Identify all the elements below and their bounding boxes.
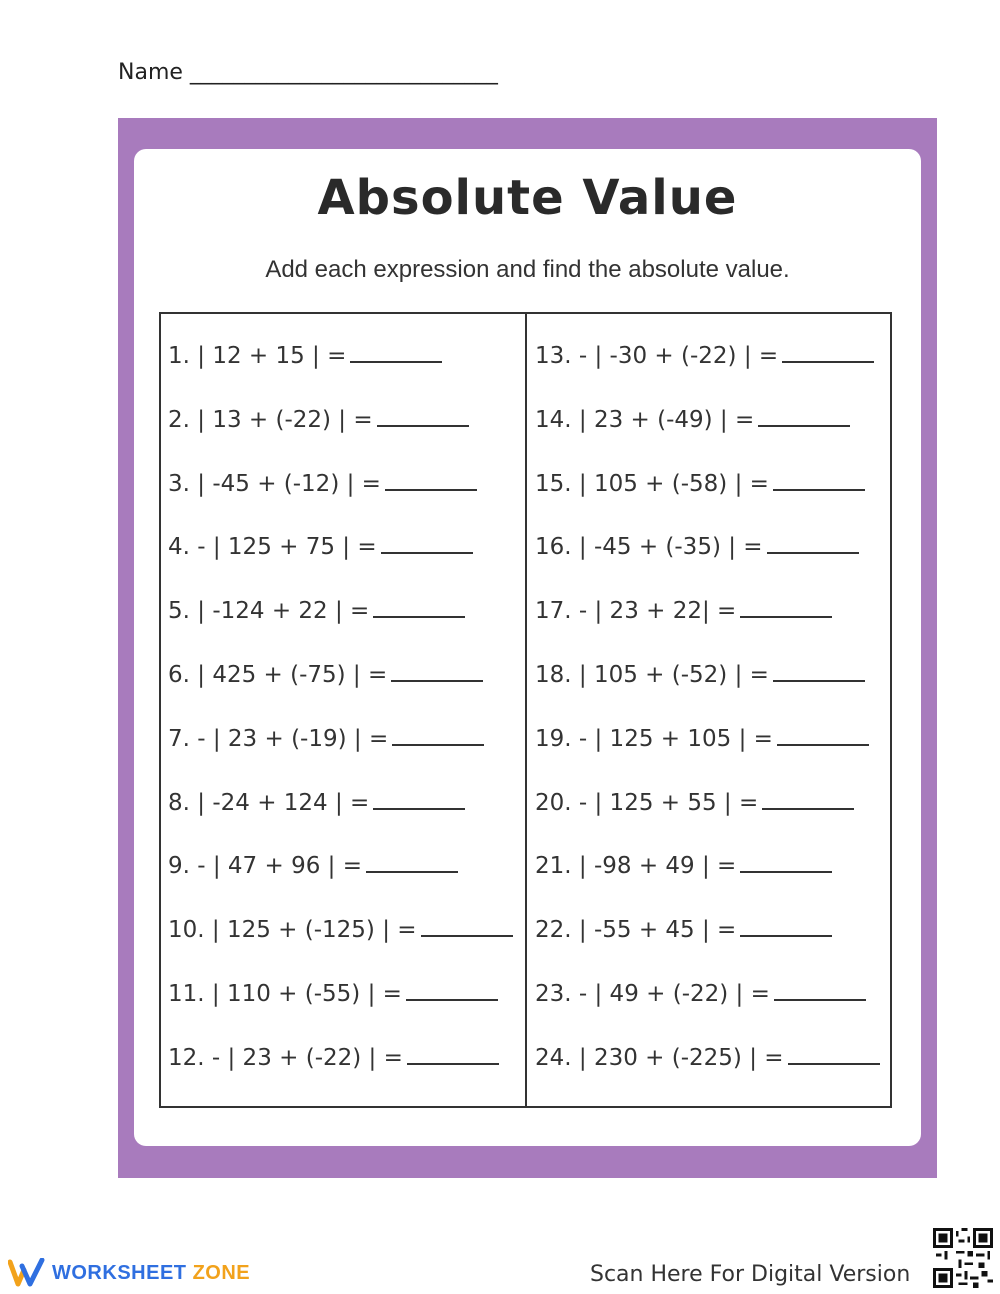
problem-item [168, 662, 483, 688]
answer-blank[interactable] [366, 853, 458, 873]
problem-text: 2. | 13 + (-22) | = [168, 406, 373, 433]
problem-item [535, 726, 869, 752]
answer-blank[interactable] [782, 343, 874, 363]
problem-item [168, 1045, 499, 1071]
problem-text: 22. | -55 + 45 | = [535, 917, 737, 944]
problem-text: 19. - | 125 + 105 | = [535, 725, 773, 752]
answer-blank[interactable] [740, 917, 832, 937]
problem-text: 14. | 23 + (-49) | = [535, 406, 755, 433]
answer-blank[interactable] [774, 981, 866, 1001]
worksheet-title: Absolute Value [317, 170, 738, 226]
problem-item [168, 534, 473, 560]
problem-item [535, 981, 866, 1007]
answer-blank[interactable] [373, 598, 465, 618]
problem-text: 24. | 230 + (-225) | = [535, 1044, 784, 1071]
problem-item [168, 471, 477, 497]
column-divider [525, 312, 527, 1108]
worksheet-instructions: Add each expression and find the absolute value. [265, 256, 790, 283]
answer-blank[interactable] [373, 790, 465, 810]
problem-item [168, 726, 484, 752]
answer-blank[interactable] [385, 471, 477, 491]
answer-blank[interactable] [788, 1045, 880, 1065]
scan-caption: Scan Here For Digital Version [590, 1262, 911, 1287]
problem-item [535, 917, 832, 943]
problem-text: 7. - | 23 + (-19) | = [168, 725, 389, 752]
problem-item [535, 343, 874, 369]
answer-blank[interactable] [406, 981, 498, 1001]
answer-blank[interactable] [421, 917, 513, 937]
problem-item [168, 790, 465, 816]
answer-blank[interactable] [392, 726, 484, 746]
problem-text: 17. - | 23 + 22| = [535, 598, 737, 625]
answer-blank[interactable] [381, 534, 473, 554]
answer-blank[interactable] [740, 853, 832, 873]
problem-text: 5. | -124 + 22 | = [168, 598, 370, 625]
answer-blank[interactable] [762, 790, 854, 810]
answer-blank[interactable] [773, 662, 865, 682]
problem-item [168, 981, 498, 1007]
problem-text: 9. - | 47 + 96 | = [168, 853, 362, 880]
problem-text: 13. - | -30 + (-22) | = [535, 343, 779, 369]
problem-text: 21. | -98 + 49 | = [535, 853, 737, 880]
answer-blank[interactable] [391, 662, 483, 682]
problem-item [168, 853, 458, 879]
answer-blank[interactable] [773, 471, 865, 491]
problem-item [535, 598, 832, 624]
problem-text: 20. - | 125 + 55 | = [535, 789, 759, 816]
problem-text: 3. | -45 + (-12) | = [168, 470, 381, 497]
problem-item [535, 853, 832, 879]
worksheet-zone-logo [8, 1258, 250, 1288]
answer-blank[interactable] [740, 598, 832, 618]
problem-item [535, 1045, 880, 1071]
logo-w-icon [8, 1258, 46, 1288]
problem-item [535, 471, 865, 497]
answer-blank[interactable] [758, 407, 850, 427]
problem-item [535, 790, 854, 816]
problem-text: 6. | 425 + (-75) | = [168, 662, 388, 688]
name-field-label: Name ____________________________ [118, 60, 498, 85]
problem-item [168, 343, 442, 369]
problem-item [168, 917, 513, 943]
problem-item [535, 662, 865, 688]
problem-text: 8. | -24 + 124 | = [168, 789, 370, 816]
brand-worksheet-text: WORKSHEET [52, 1261, 187, 1284]
answer-blank[interactable] [350, 343, 442, 363]
answer-blank[interactable] [767, 534, 859, 554]
problem-text: 23. - | 49 + (-22) | = [535, 981, 770, 1007]
brand-zone-text: ZONE [192, 1261, 251, 1284]
problem-text: 10. | 125 + (-125) | = [168, 917, 417, 944]
problem-item [535, 534, 859, 560]
problem-text: 18. | 105 + (-52) | = [535, 662, 769, 688]
answer-blank[interactable] [377, 407, 469, 427]
problem-item [168, 598, 465, 624]
problem-text: 16. | -45 + (-35) | = [535, 534, 763, 561]
answer-blank[interactable] [407, 1045, 499, 1065]
problem-text: 1. | 12 + 15 | = [168, 343, 347, 369]
qr-code-icon[interactable] [933, 1228, 993, 1288]
problem-text: 15. | 105 + (-58) | = [535, 470, 769, 497]
answer-blank[interactable] [777, 726, 869, 746]
problem-text: 11. | 110 + (-55) | = [168, 981, 402, 1007]
problem-text: 12. - | 23 + (-22) | = [168, 1044, 403, 1071]
problem-text: 4. - | 125 + 75 | = [168, 534, 377, 561]
problem-item [535, 407, 850, 433]
problem-item [168, 407, 469, 433]
